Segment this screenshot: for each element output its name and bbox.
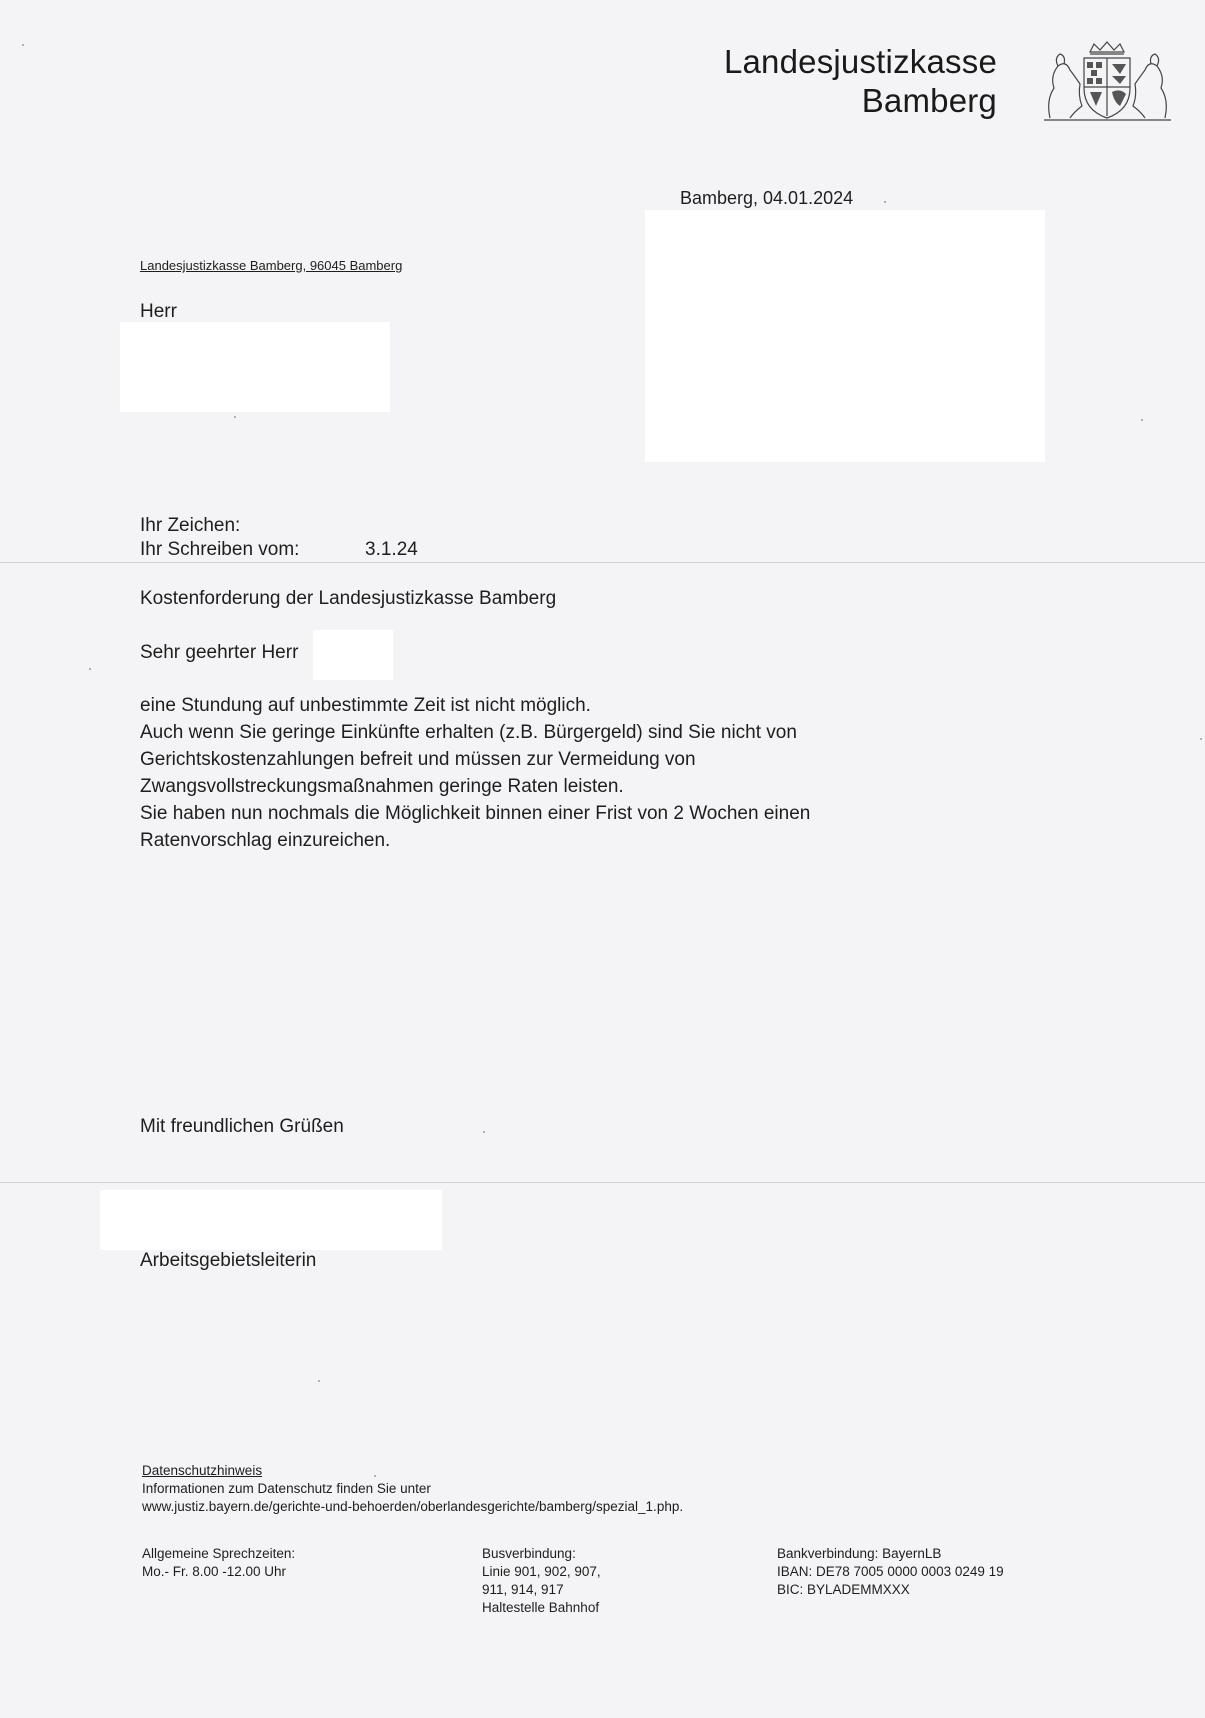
footer-bank-details [777,1545,1004,1599]
privacy-heading: Datenschutzhinweis [142,1463,263,1478]
letter-greeting: Sehr geehrter Herr [140,642,299,663]
bank-iban: IBAN: DE78 7005 0000 0003 0249 19 [777,1564,1004,1579]
footer-office-hours [142,1545,295,1581]
office-hours-value: Mo.- Fr. 8.00 -12.00 Uhr [142,1564,287,1579]
body-line: Zwangsvollstreckungsmaßnahmen geringe Raten leisten. [140,776,624,797]
scan-speck [483,1131,485,1133]
bus-stop: Haltestelle Bahnhof [482,1600,600,1615]
office-hours-label: Allgemeine Sprechzeiten: [142,1546,296,1561]
letter-closing: Mit freundlichen Grüßen [140,1116,344,1137]
recipient-salutation: Herr [140,301,177,322]
letter-body [140,692,810,854]
footer-bus-connection [482,1545,601,1617]
body-line: Ratenvorschlag einzureichen. [140,830,391,851]
fold-line [0,562,1205,563]
issuer-title-line2: Bamberg [861,82,997,119]
privacy-text: Informationen zum Datenschutz finden Sie unter [142,1481,431,1496]
redacted-recipient-address [120,322,390,412]
ref-zeichen-label: Ihr Zeichen: [140,515,241,536]
bus-label: Busverbindung: [482,1546,576,1561]
body-line: Gerichtskostenzahlungen befreit und müssen zur Vermeidung von [140,749,696,770]
body-line: eine Stundung auf unbestimmte Zeit ist nicht möglich. [140,695,591,716]
scan-speck [1141,419,1143,421]
ref-schreiben-value: 3.1.24 [365,539,418,560]
issuer-title-line1: Landesjustizkasse [723,43,997,80]
signatory-title: Arbeitsgebietsleiterin [140,1250,317,1271]
scan-speck [318,1380,320,1382]
ref-schreiben-label: Ihr Schreiben vom: [140,539,300,560]
scan-speck [89,668,91,670]
redacted-contact-block [645,210,1045,462]
scan-speck [22,44,24,46]
redacted-recipient-name [313,630,393,680]
privacy-url[interactable]: www.justiz.bayern.de/gerichte-und-behoerden/oberlandesgerichte/bamberg/spezial_1.php. [142,1499,684,1514]
bus-lines: 911, 914, 917 [482,1582,564,1597]
scan-speck [234,416,236,418]
body-line: Auch wenn Sie geringe Einkünfte erhalten (z.B. Bürgergeld) sind Sie nicht von [140,722,797,743]
letter-subject: Kostenforderung der Landesjustizkasse Bamberg [140,588,557,609]
privacy-notice [142,1462,683,1516]
sender-return-address: Landesjustizkasse Bamberg, 96045 Bamberg [140,258,403,273]
bank-label: Bankverbindung: BayernLB [777,1546,942,1561]
coat-of-arms-icon [1040,40,1175,124]
issuer-title [724,42,997,120]
redacted-signature [100,1190,442,1250]
bus-lines: Linie 901, 902, 907, [482,1564,601,1579]
scan-speck [374,1475,376,1477]
scan-speck [884,201,886,203]
scan-speck [1200,738,1202,740]
letter-date: Bamberg, 04.01.2024 [680,188,854,208]
body-line: Sie haben nun nochmals die Möglichkeit binnen einer Frist von 2 Wochen einen [140,803,811,824]
fold-line [0,1182,1205,1183]
bank-bic: BIC: BYLADEMMXXX [777,1582,910,1597]
